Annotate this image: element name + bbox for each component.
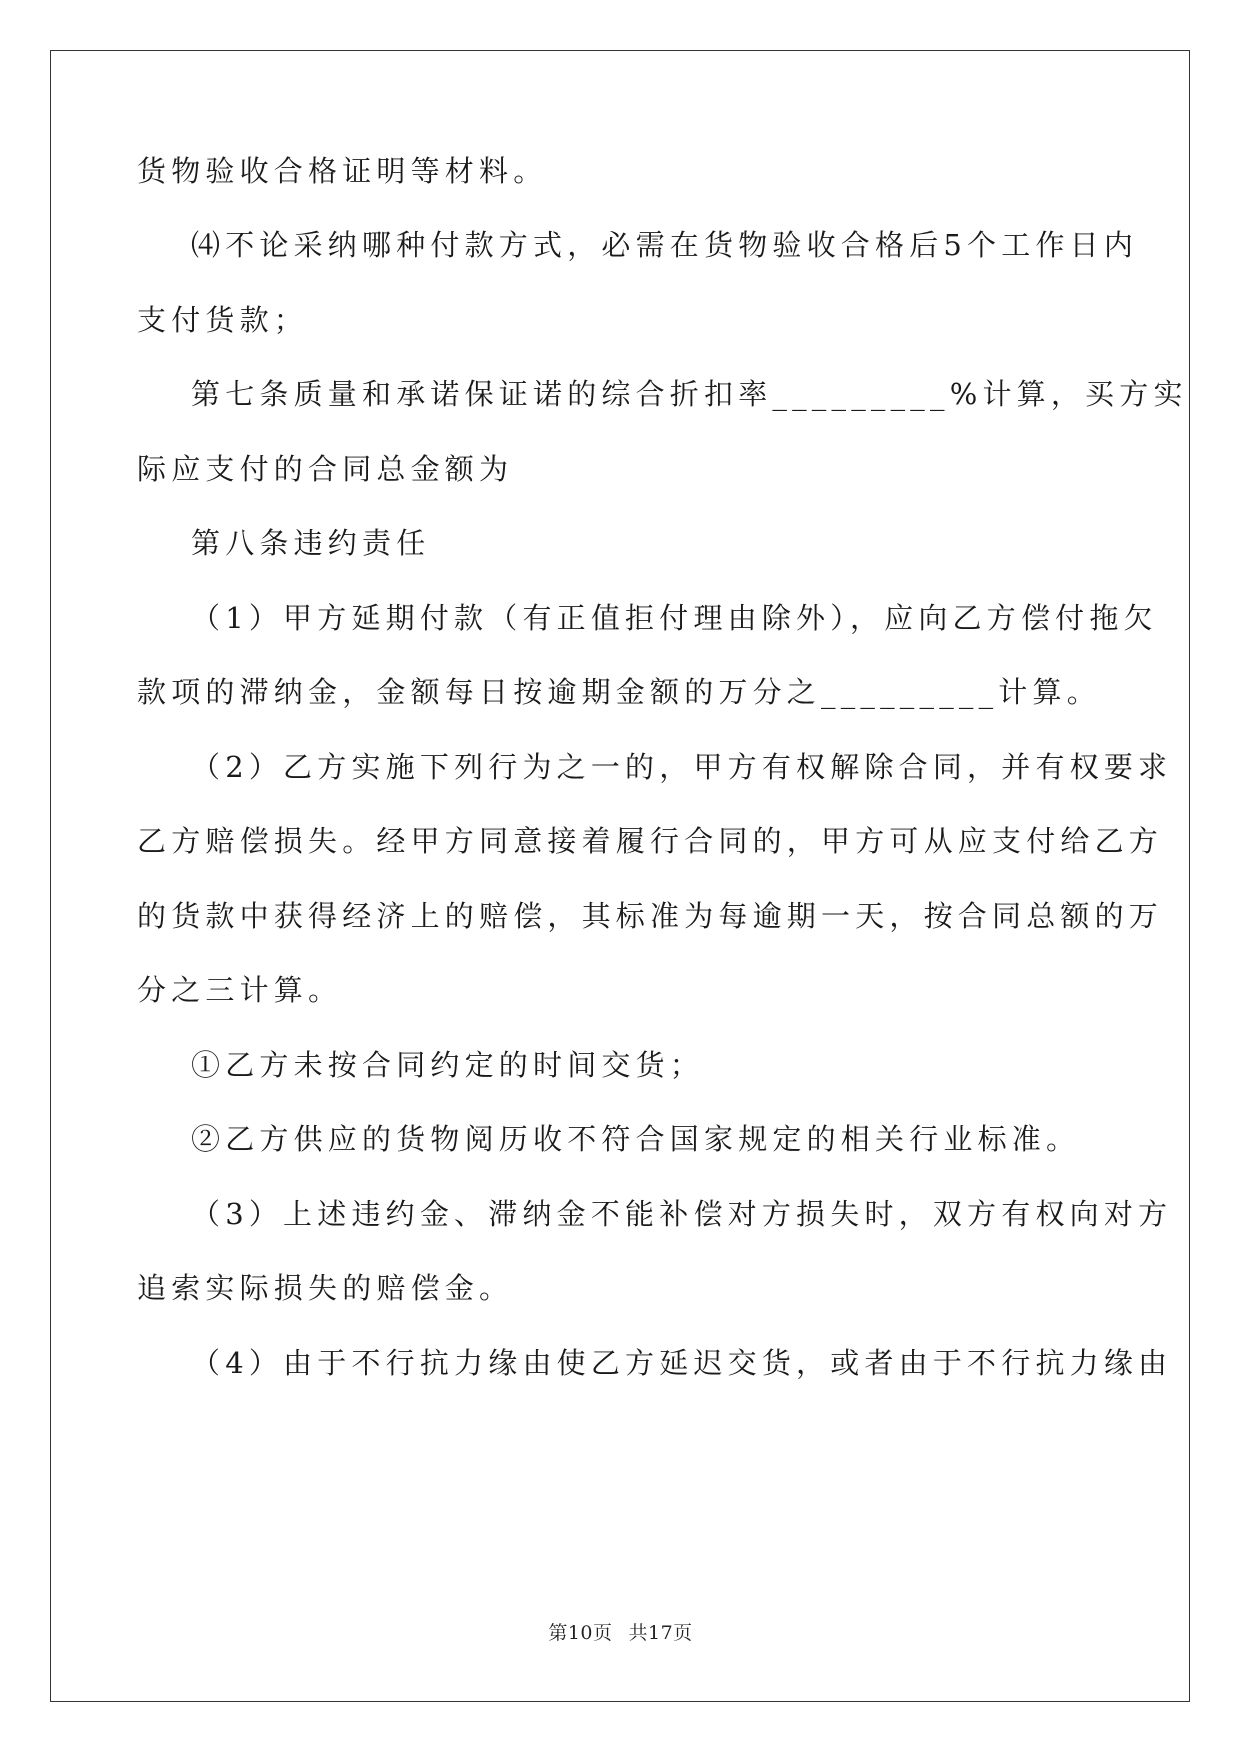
list-item: ①乙方未按合同约定的时间交货；: [191, 1048, 705, 1082]
paragraph-line: （1）甲方延期付款（有正值拒付理由除外），应向乙方偿付拖欠: [191, 601, 1158, 635]
list-item: ②乙方供应的货物阅历收不符合国家规定的相关行业标准。: [191, 1122, 1081, 1156]
paragraph-line: 分之三计算。: [137, 973, 343, 1007]
paragraph-line: ⑷不论采纳哪种付款方式，必需在货物验收合格后5个工作日内: [191, 228, 1139, 262]
paragraph-line: 的货款中获得经济上的赔偿，其标准为每逾期一天，按合同总额的万: [137, 899, 1164, 933]
paragraph-line: 第七条质量和承诺保证诺的综合折扣率_________%计算，买方实: [191, 377, 1188, 411]
paragraph-line: 乙方赔偿损失。经甲方同意接着履行合同的，甲方可从应支付给乙方: [137, 824, 1164, 858]
paragraph-line: （3）上述违约金、滞纳金不能补偿对方损失时，双方有权向对方: [191, 1197, 1173, 1231]
paragraph-line: 支付货款；: [137, 303, 309, 337]
page-border: [50, 50, 1190, 1702]
page-total: 共17页: [628, 1622, 693, 1644]
paragraph-line: 款项的滞纳金，金额每日按逾期金额的万分之_________计算。: [137, 675, 1101, 709]
page-number: 第10页: [548, 1622, 613, 1644]
paragraph-line: 货物验收合格证明等材料。: [137, 154, 548, 188]
paragraph-line: 际应支付的合同总金额为: [137, 452, 514, 486]
section-heading: 第八条违约责任: [191, 526, 431, 560]
paragraph-line: （2）乙方实施下列行为之一的，甲方有权解除合同，并有权要求: [191, 750, 1173, 784]
paragraph-line: （4）由于不行抗力缘由使乙方延迟交货，或者由于不行抗力缘由: [191, 1346, 1173, 1380]
paragraph-line: 追索实际损失的赔偿金。: [137, 1271, 514, 1305]
page-footer: [0, 1618, 1241, 1645]
